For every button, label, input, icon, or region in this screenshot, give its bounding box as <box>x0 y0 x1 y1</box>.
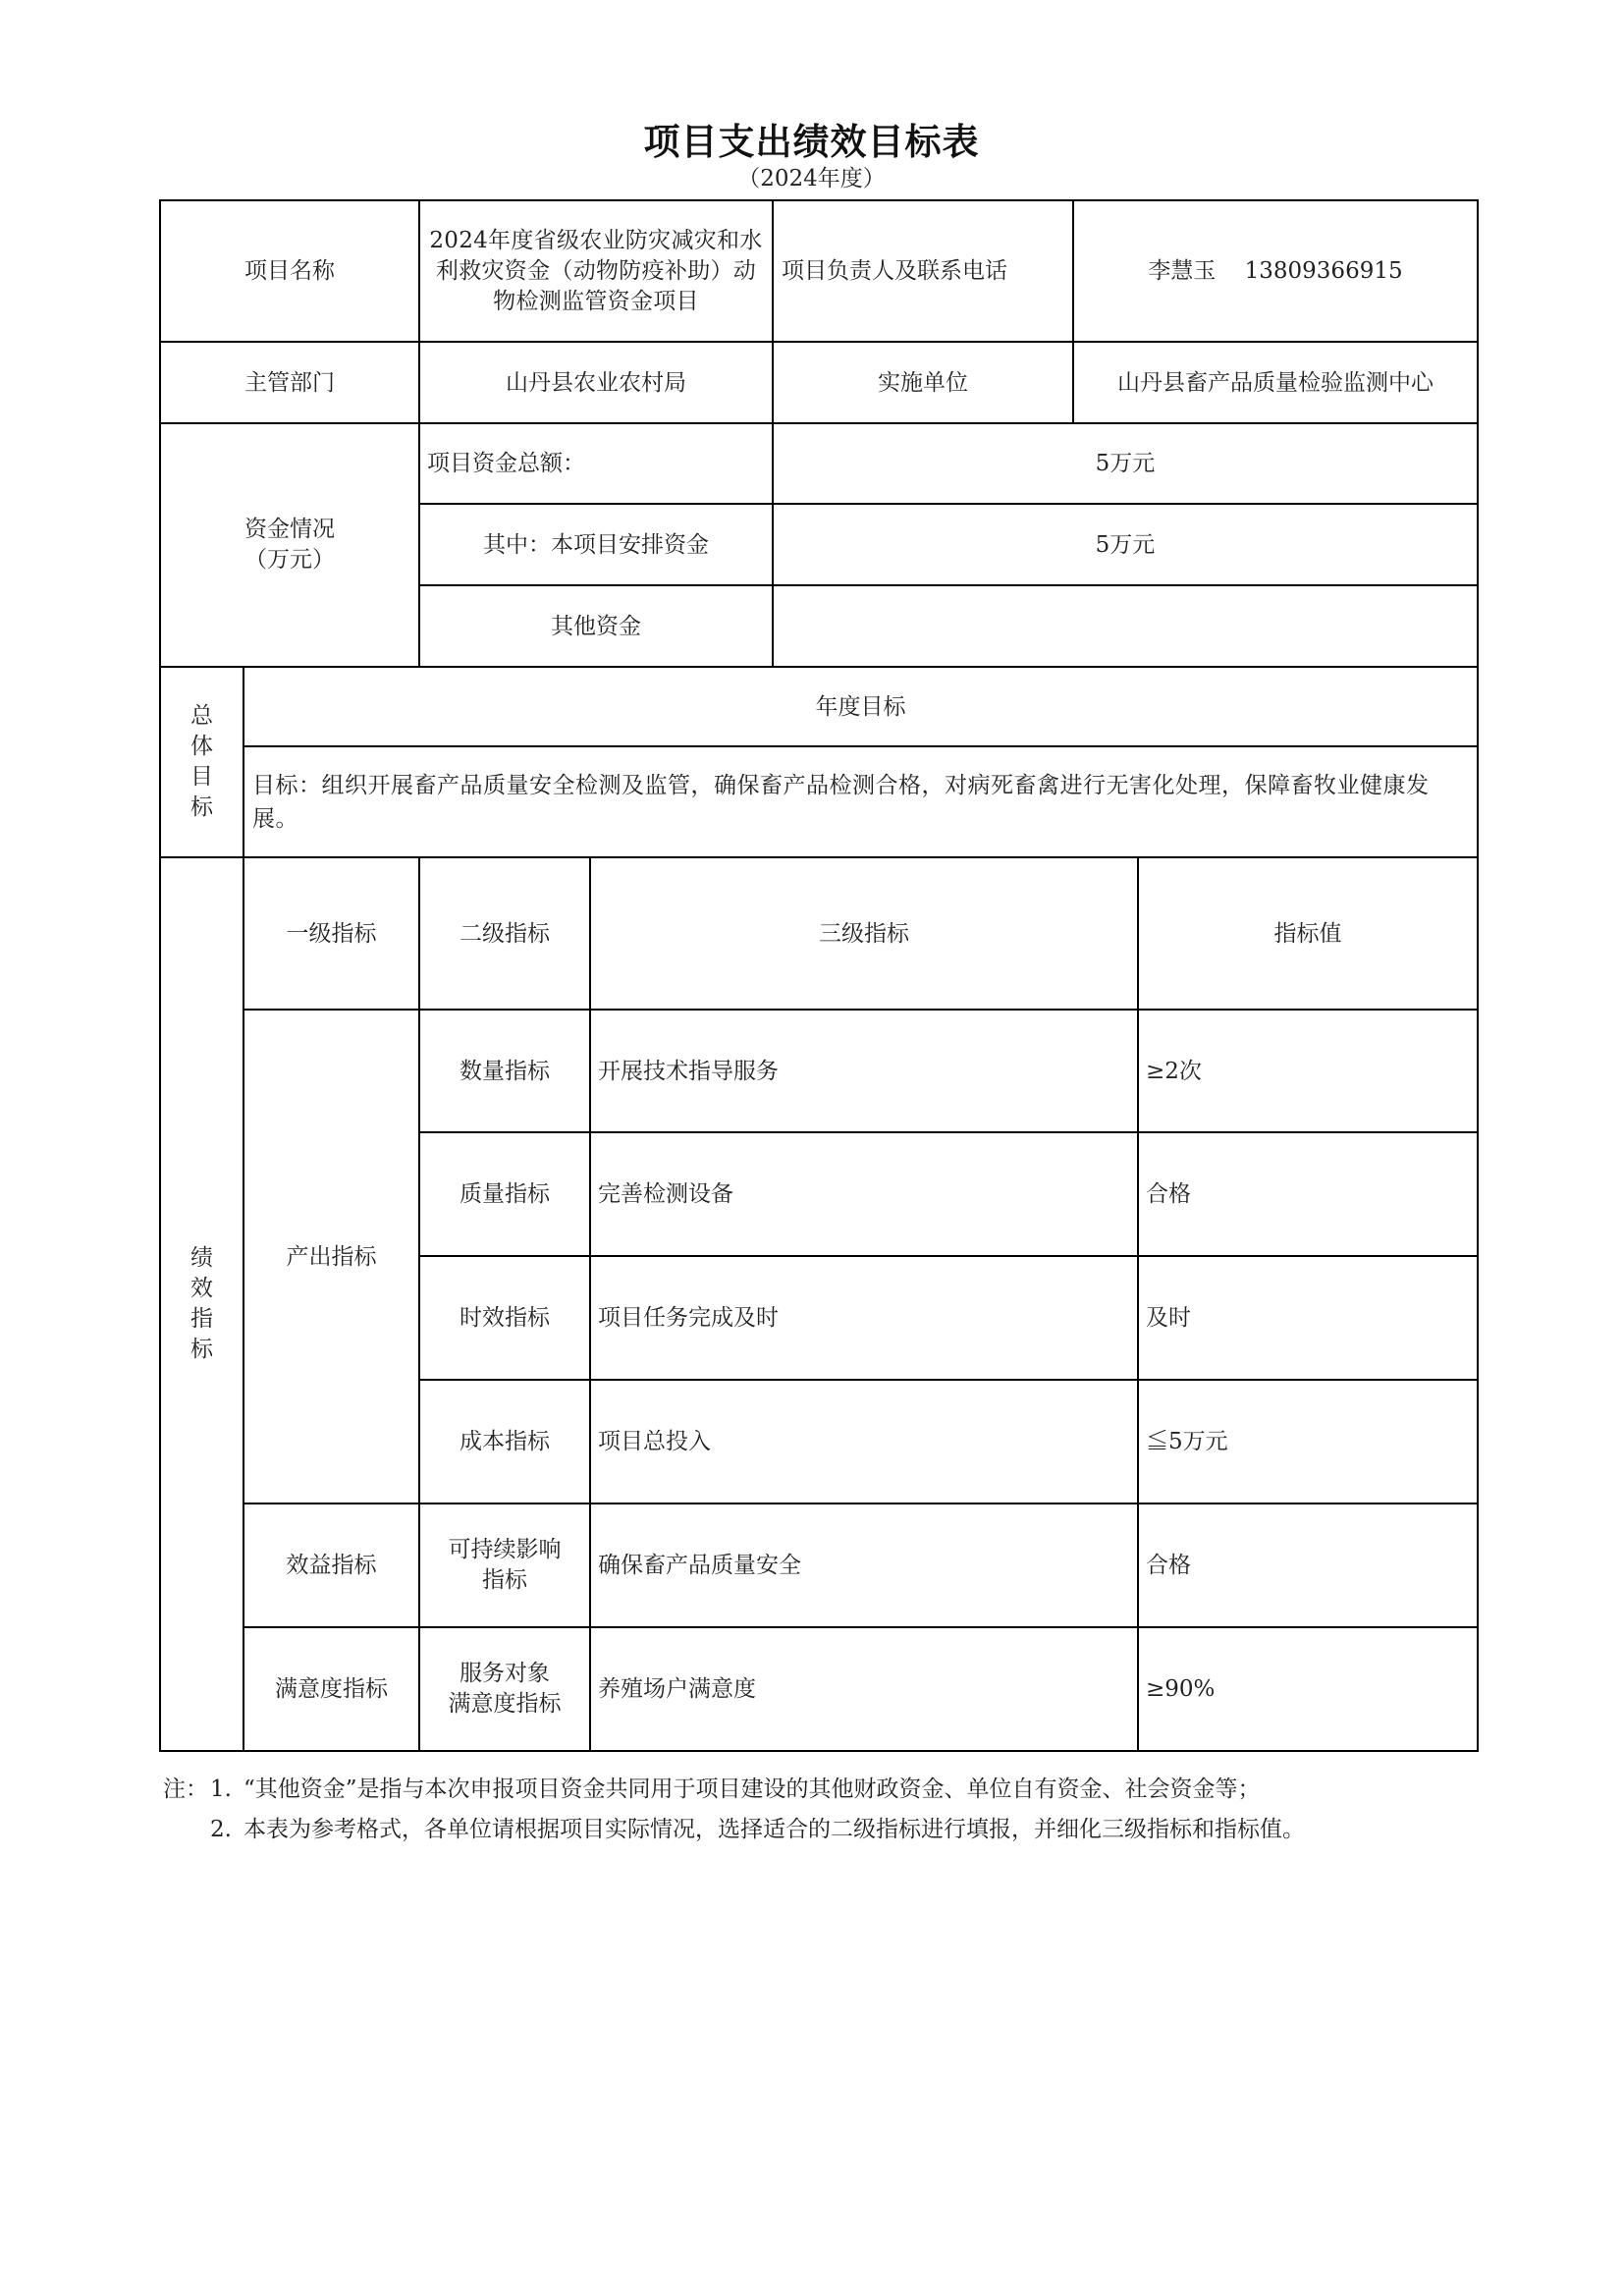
funding-project-label: 其中：本项目安排资金 <box>483 531 709 558</box>
level1-benefit: 效益指标 <box>286 1553 377 1578</box>
notes-section <box>163 1775 1322 1845</box>
funding-other-value <box>774 586 1477 666</box>
col-header-level1: 一级指标 <box>286 920 377 947</box>
overall-goal-side-label: 总 体 目 标 <box>190 703 213 820</box>
col-header-value: 指标值 <box>1273 920 1342 947</box>
value-quantity: ≥2次 <box>1146 1058 1202 1084</box>
note-item-2 <box>210 1815 1322 1845</box>
impl-value: 山丹县畜产品质量检验监测中心 <box>1117 369 1434 396</box>
note-item-1 <box>163 1775 1322 1805</box>
note-num-1: 1. <box>210 1777 232 1802</box>
level2-cost: 成本指标 <box>460 1429 550 1454</box>
level2-sustainability: 可持续影响 指标 <box>448 1537 562 1593</box>
dept-value: 山丹县农业农村局 <box>506 369 686 396</box>
level3-sustainability: 确保畜产品质量安全 <box>598 1553 801 1578</box>
project-name-value: 2024年度省级农业防灾减灾和水利救灾资金（动物防疫补助）动物检测监管资金项目 <box>429 227 763 314</box>
level2-satisfaction: 服务对象 满意度指标 <box>448 1661 562 1717</box>
value-satisfaction: ≥90% <box>1146 1676 1216 1702</box>
note-text-2: 本表为参考格式，各单位请根据项目实际情况，选择适合的二级指标进行填报，并细化三级指标和指标值。 <box>243 1817 1305 1842</box>
level1-satisfaction: 满意度指标 <box>275 1676 388 1702</box>
value-sustainability: 合格 <box>1146 1553 1191 1578</box>
annual-goal-text: 目标：组织开展畜产品质量安全检测及监管，确保畜产品检测合格，对病死畜禽进行无害化处理，保障畜牧业健康发展。 <box>252 772 1430 832</box>
level2-quantity: 数量指标 <box>460 1058 550 1084</box>
funding-label-line2: （万元） <box>244 547 335 573</box>
note-text-1: “其他资金”是指与本次申报项目资金共同用于项目建设的其他财政资金、单位自有资金、社会资金等； <box>243 1777 1261 1802</box>
value-timeliness: 及时 <box>1146 1305 1191 1331</box>
contact-value: 李慧玉 13809366915 <box>1148 258 1403 284</box>
level3-satisfaction: 养殖场户满意度 <box>598 1676 756 1702</box>
note-num-2: 2. <box>210 1817 232 1842</box>
funding-project-value: 5万元 <box>1095 531 1156 558</box>
level2-quality: 质量指标 <box>460 1181 550 1207</box>
funding-label-line1: 资金情况 <box>244 517 335 542</box>
dept-label: 主管部门 <box>244 369 335 396</box>
funding-other-label: 其他资金 <box>551 613 641 639</box>
notes-prefix: 注： <box>163 1777 208 1802</box>
value-quality: 合格 <box>1146 1181 1191 1207</box>
col-header-level3: 三级指标 <box>819 920 909 947</box>
level3-timeliness: 项目任务完成及时 <box>598 1305 779 1331</box>
funding-label <box>161 424 418 666</box>
level3-cost: 项目总投入 <box>598 1429 711 1454</box>
level3-quantity: 开展技术指导服务 <box>598 1058 779 1084</box>
contact-label: 项目负责人及联系电话 <box>782 258 1007 284</box>
performance-side-label: 绩 效 指 标 <box>190 1245 213 1362</box>
impl-label: 实施单位 <box>878 369 968 396</box>
page-title: 项目支出绩效目标表 <box>643 121 980 163</box>
funding-total-value: 5万元 <box>1095 451 1156 476</box>
page-subtitle: （2024年度） <box>737 166 886 191</box>
funding-total-label: 项目资金总额： <box>427 451 585 476</box>
value-cost: ≦5万元 <box>1146 1429 1228 1454</box>
level1-output: 产出指标 <box>286 1243 377 1270</box>
annual-goal-header: 年度目标 <box>815 693 906 720</box>
level3-quality: 完善检测设备 <box>598 1181 733 1207</box>
level2-timeliness: 时效指标 <box>460 1305 550 1331</box>
project-name-label: 项目名称 <box>244 258 335 284</box>
col-header-level2: 二级指标 <box>460 920 550 947</box>
